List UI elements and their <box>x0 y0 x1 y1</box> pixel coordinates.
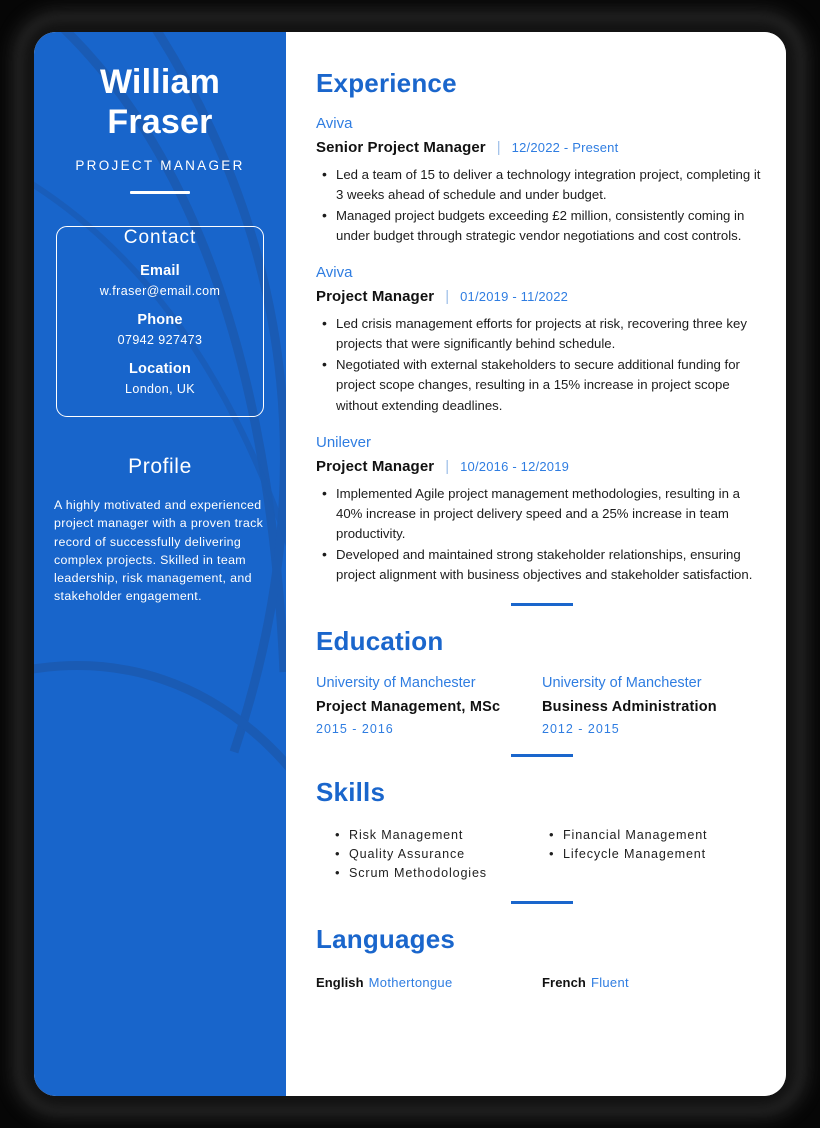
language-level: Mothertongue <box>368 975 453 991</box>
languages-section <box>316 924 768 990</box>
resume-page <box>34 32 786 1096</box>
job-separator: | <box>496 139 501 156</box>
job-bullet: • Led crisis management efforts for projects at risk, recovering three key projects that were significantly behind schedule. <box>316 314 768 354</box>
experience-entry <box>316 434 768 585</box>
job-header <box>316 139 768 156</box>
skill-item: • Quality Assurance <box>334 845 548 864</box>
header-rule <box>130 191 190 194</box>
job-role: Project Manager <box>316 288 435 306</box>
skills-section <box>316 777 768 883</box>
contact-item-email <box>67 263 253 298</box>
job-header <box>316 288 768 305</box>
section-divider <box>511 901 573 904</box>
skill-list <box>548 826 762 864</box>
contact-section <box>56 226 264 417</box>
education-dates: 2012 - 2015 <box>542 721 620 736</box>
education-section <box>316 626 768 736</box>
resume-sidebar <box>34 32 286 1096</box>
education-dates: 2015 - 2016 <box>316 721 394 736</box>
job-company: Aviva <box>316 115 353 132</box>
skill-item: • Scrum Methodologies <box>334 864 548 883</box>
job-company: Aviva <box>316 264 353 282</box>
languages-columns <box>316 975 768 990</box>
language-entry <box>542 975 768 990</box>
job-dates: 01/2019 - 11/2022 <box>460 289 569 305</box>
education-title: Education <box>316 625 444 656</box>
contact-item-phone <box>67 312 253 347</box>
job-separator: | <box>445 457 450 475</box>
education-degree: Business Administration <box>542 698 717 715</box>
job-company: Unilever <box>316 433 372 451</box>
job-bullet: • Managed project budgets exceeding £2 million, consistently coming in under budget through strategic vendor negotiations and cost controls. <box>316 206 768 246</box>
contact-label-email: Email <box>140 263 180 280</box>
skills-column-right <box>548 826 762 883</box>
skill-item: • Financial Management <box>548 826 762 845</box>
contact-label-phone: Phone <box>137 312 183 329</box>
contact-label-location: Location <box>128 361 191 378</box>
education-school: University of Manchester <box>542 674 702 691</box>
skill-list <box>334 826 548 883</box>
education-entry <box>316 675 542 736</box>
education-degree: Project Management, MSc <box>316 698 501 715</box>
job-bullet: • Led a team of 15 to deliver a technology integration project, completing it 3 weeks ahead of schedule and under budget. <box>316 165 768 205</box>
skill-item: • Lifecycle Management <box>548 845 762 864</box>
job-bullets <box>316 165 768 246</box>
experience-entry <box>316 264 768 415</box>
job-bullet: • Negotiated with external stakeholders to secure additional funding for project scope changes, resulting in a 15% increase in project scope without extending deadlines. <box>316 355 768 415</box>
job-role: Project Manager <box>316 457 435 475</box>
section-divider <box>511 754 573 757</box>
profile-text: A highly motivated and experienced project manager with a proven track record of successfully delivering complex projects. Skilled in team leadership, risk management, and stakeholder engagement. <box>54 498 264 604</box>
language-name: English <box>316 975 364 991</box>
contact-value-phone[interactable]: 07942 927473 <box>117 333 203 348</box>
skill-item: • Risk Management <box>334 826 548 845</box>
skills-column-left <box>334 826 548 883</box>
contact-value-email[interactable]: w.fraser@email.com <box>99 284 221 299</box>
languages-title: Languages <box>316 924 456 955</box>
job-bullet: • Implemented Agile project management methodologies, resulting in a 40% increase in project delivery speed and a 25% increase in team productivity. <box>316 484 768 544</box>
language-entry <box>316 975 542 990</box>
language-level: Fluent <box>590 975 629 991</box>
profile-section <box>54 455 266 605</box>
job-bullets <box>316 314 768 415</box>
job-dates: 12/2022 - Present <box>511 140 619 155</box>
education-columns <box>316 675 768 736</box>
section-divider <box>511 603 573 606</box>
candidate-name: William Fraser <box>99 63 221 142</box>
job-bullet: • Developed and maintained strong stakeholder relationships, ensuring project alignment with business objectives and stakeholder satisfaction. <box>316 545 768 585</box>
candidate-job-title: PROJECT MANAGER <box>75 158 245 174</box>
experience-title: Experience <box>316 68 457 98</box>
education-school: University of Manchester <box>316 674 476 691</box>
education-entry <box>542 675 768 736</box>
job-role: Senior Project Manager <box>316 139 486 156</box>
profile-heading: Profile <box>128 455 192 479</box>
resume-main <box>286 32 786 1096</box>
skills-title: Skills <box>316 776 386 807</box>
job-header <box>316 458 768 475</box>
contact-heading: Contact <box>123 227 197 249</box>
experience-section <box>316 68 768 585</box>
language-name: French <box>542 975 586 991</box>
job-separator: | <box>445 288 450 306</box>
skills-columns <box>316 826 768 883</box>
job-bullets <box>316 484 768 585</box>
experience-entry <box>316 115 768 246</box>
contact-item-location <box>67 361 253 396</box>
job-dates: 10/2016 - 12/2019 <box>460 458 570 474</box>
contact-value-location: London, UK <box>124 382 196 397</box>
